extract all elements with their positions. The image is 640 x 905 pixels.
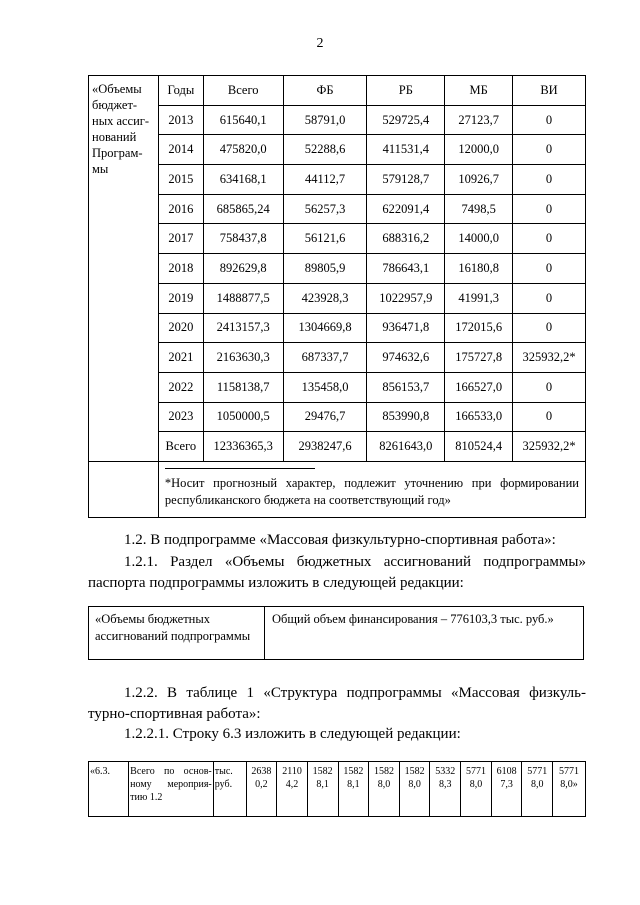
table-row (89, 343, 586, 373)
table-cell: 10926,7 (445, 165, 513, 195)
table-cell: 2020 (158, 313, 203, 343)
paragraph-1-2-1: 1.2.1. Раздел «Объемы бюджетных ассигнований подпрограммы» паспорта подпрограммы изложить в следующей редакции: (88, 554, 586, 591)
table-row (89, 224, 586, 254)
table-cell: 634168,1 (203, 165, 283, 195)
table-row (89, 105, 586, 135)
table-cell: 936471,8 (367, 313, 445, 343)
table-header-row (89, 76, 586, 106)
table-cell: 1488877,5 (203, 283, 283, 313)
table-cell: 856153,7 (367, 372, 445, 402)
value-cell: 6108 7,3 (491, 762, 522, 817)
table-cell: 0 (513, 283, 586, 313)
table-cell: 622091,4 (367, 194, 445, 224)
table-cell: 2938247,6 (283, 432, 367, 462)
table-cell: 325932,2* (513, 343, 586, 373)
unit-cell: тыс. руб. (213, 762, 246, 817)
subprogram-value-cell: Общий объем финансирования – 776103,3 тыс. руб.» (272, 612, 554, 626)
table-cell: 892629,8 (203, 254, 283, 284)
row-6-3-table (88, 761, 586, 817)
value-cell: 5332 8,3 (430, 762, 461, 817)
header-cell: ФБ (283, 76, 367, 106)
table-cell: 529725,4 (367, 105, 445, 135)
table-row (89, 254, 586, 284)
table-cell: 0 (513, 372, 586, 402)
table-row (89, 313, 586, 343)
header-cell: МБ (445, 76, 513, 106)
row-name-cell: Всего по основ-ному мероприя-тию 1.2 (129, 762, 214, 817)
table-cell: 14000,0 (445, 224, 513, 254)
table-cell: Всего (158, 432, 203, 462)
subprogram-label-cell: «Объемы бюджетных ассигнований подпрограммы (89, 607, 265, 659)
table-row (89, 135, 586, 165)
table-cell: 166527,0 (445, 372, 513, 402)
budget-allocations-table (88, 75, 586, 518)
table-cell: 423928,3 (283, 283, 367, 313)
table-cell: 2015 (158, 165, 203, 195)
table-cell: 16180,8 (445, 254, 513, 284)
table-cell: 1304669,8 (283, 313, 367, 343)
table-cell: 1022957,9 (367, 283, 445, 313)
table-cell: 52288,6 (283, 135, 367, 165)
table-cell: 0 (513, 254, 586, 284)
table-cell: 688316,2 (367, 224, 445, 254)
footnote-text: *Носит прогнозный характер, подлежит уточнению при формировании республиканского бюджета на соответствующий год» (164, 475, 579, 507)
table-cell: 2023 (158, 402, 203, 432)
table-cell: 411531,4 (367, 135, 445, 165)
page-number: 2 (316, 36, 324, 51)
table-cell: 974632,6 (367, 343, 445, 373)
table-cell: 687337,7 (283, 343, 367, 373)
table-cell: 0 (513, 402, 586, 432)
table-cell: 2018 (158, 254, 203, 284)
table-cell: 166533,0 (445, 402, 513, 432)
value-cell: 2110 4,2 (277, 762, 308, 817)
table-cell: 0 (513, 135, 586, 165)
value-cell: 5771 8,0 (522, 762, 553, 817)
table-row (89, 432, 586, 462)
value-cell: 1582 8,1 (338, 762, 369, 817)
header-cell: ВИ (513, 76, 586, 106)
value-cell: 5771 8,0 (461, 762, 492, 817)
footnote-divider (165, 468, 315, 469)
table-cell: 56257,3 (283, 194, 367, 224)
table-cell: 8261643,0 (367, 432, 445, 462)
table-cell: 1158138,7 (203, 372, 283, 402)
table-cell: 685865,24 (203, 194, 283, 224)
table-cell: 758437,8 (203, 224, 283, 254)
row-number-cell: «6.3. (89, 762, 129, 817)
table-cell: 579128,7 (367, 165, 445, 195)
table-cell: 2017 (158, 224, 203, 254)
table-cell: 2413157,3 (203, 313, 283, 343)
table-cell: 0 (513, 165, 586, 195)
header-cell: Годы (158, 76, 203, 106)
table-cell: 2019 (158, 283, 203, 313)
subprogram-allocations-table (88, 606, 584, 660)
table-cell: 2014 (158, 135, 203, 165)
table-cell: 12336365,3 (203, 432, 283, 462)
table-cell: 175727,8 (445, 343, 513, 373)
table-cell: 0 (513, 194, 586, 224)
paragraph-1-2-2-1: 1.2.2.1. Строку 6.3 изложить в следующей редакции: (124, 726, 461, 742)
table-cell: 56121,6 (283, 224, 367, 254)
header-cell: Всего (203, 76, 283, 106)
table-row (89, 165, 586, 195)
table-cell: 810524,4 (445, 432, 513, 462)
table-row (89, 283, 586, 313)
table-cell: 853990,8 (367, 402, 445, 432)
row-label-cell: «Объемы бюджет-ных ассиг-нований Програм-мы (89, 76, 159, 462)
table-cell: 325932,2* (513, 432, 586, 462)
footnote-cell (158, 461, 585, 517)
table-cell: 786643,1 (367, 254, 445, 284)
value-cell: 1582 8,0 (369, 762, 400, 817)
table-cell: 0 (513, 224, 586, 254)
paragraph-1-2: 1.2. В подпрограмме «Массовая физкультурно-спортивная работа»: (124, 532, 556, 548)
table-cell: 12000,0 (445, 135, 513, 165)
table-row (89, 402, 586, 432)
table-cell: 2022 (158, 372, 203, 402)
table-cell: 2163630,3 (203, 343, 283, 373)
table-cell: 2016 (158, 194, 203, 224)
table-cell: 41991,3 (445, 283, 513, 313)
table-row (89, 762, 586, 817)
table-cell: 172015,6 (445, 313, 513, 343)
table-cell: 58791,0 (283, 105, 367, 135)
table-cell: 44112,7 (283, 165, 367, 195)
paragraph-1-2-2: 1.2.2. В таблице 1 «Структура подпрограммы «Массовая физкуль-турно-спортивная работа»: (88, 685, 586, 722)
table-cell: 2013 (158, 105, 203, 135)
table-cell: 2021 (158, 343, 203, 373)
table-cell: 0 (513, 105, 586, 135)
footnote-row (89, 461, 586, 517)
header-cell: РБ (367, 76, 445, 106)
empty-cell (89, 461, 159, 517)
value-cell: 2638 0,2 (246, 762, 277, 817)
value-cell: 1582 8,1 (307, 762, 338, 817)
value-cell: 1582 8,0 (399, 762, 430, 817)
value-cell: 5771 8,0» (553, 762, 586, 817)
table-cell: 27123,7 (445, 105, 513, 135)
table-cell: 29476,7 (283, 402, 367, 432)
table-cell: 7498,5 (445, 194, 513, 224)
table-cell: 615640,1 (203, 105, 283, 135)
table-cell: 1050000,5 (203, 402, 283, 432)
table-row (89, 372, 586, 402)
table-cell: 0 (513, 313, 586, 343)
table-cell: 89805,9 (283, 254, 367, 284)
table-row (89, 194, 586, 224)
table-cell: 135458,0 (283, 372, 367, 402)
table-cell: 475820,0 (203, 135, 283, 165)
